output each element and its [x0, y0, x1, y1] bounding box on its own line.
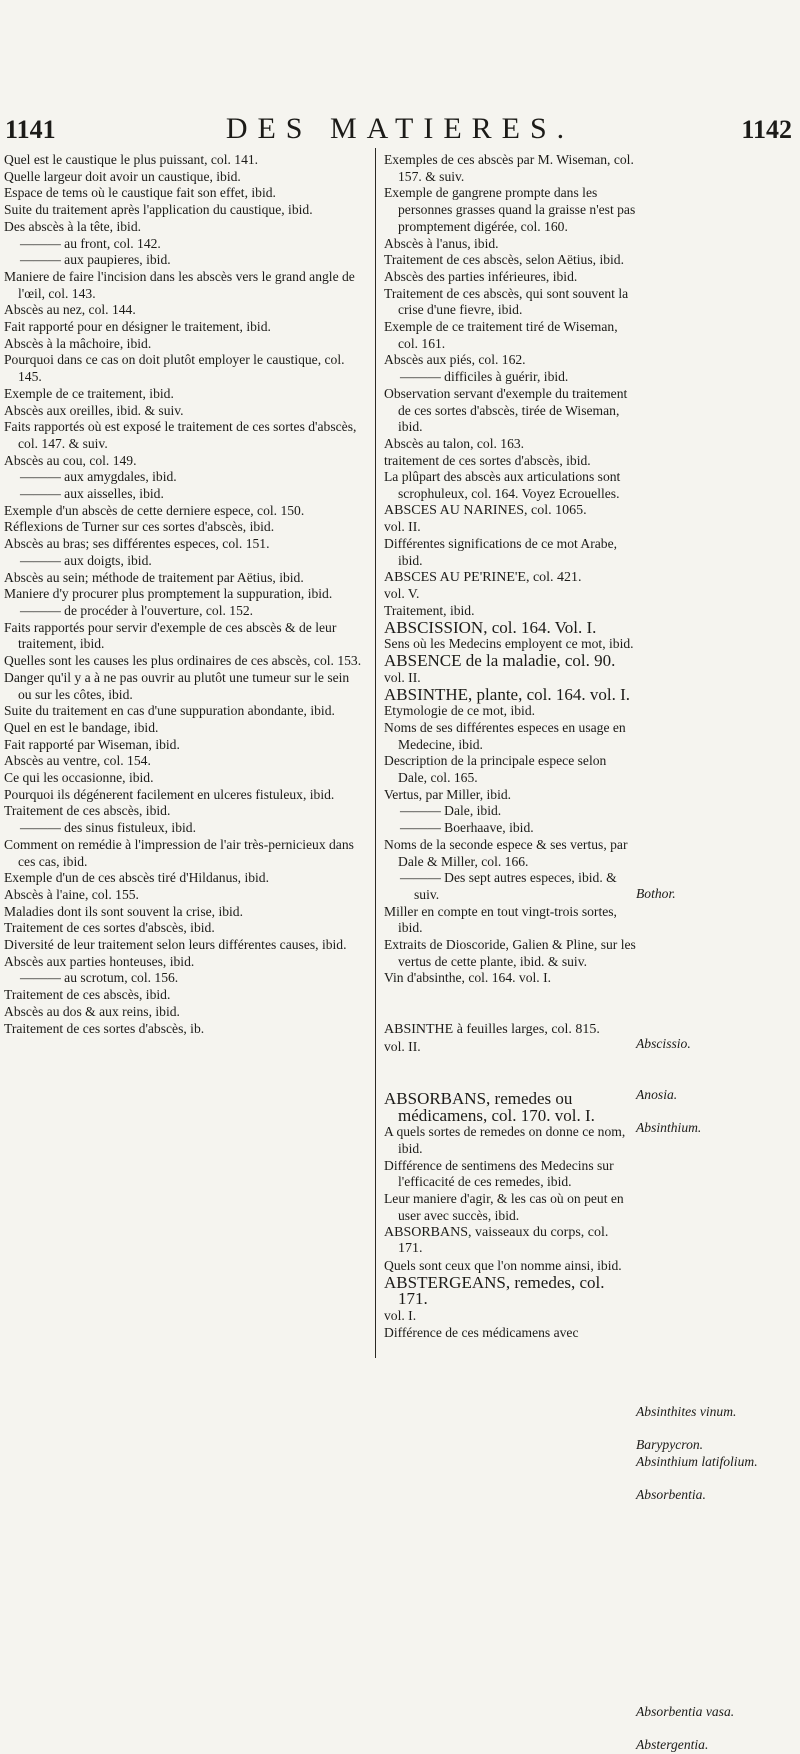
- index-entry: Suite du traitement après l'application du caustique, ibid.: [4, 202, 313, 218]
- index-entry: Quels sont ceux que l'on nomme ainsi, ibid.: [384, 1257, 622, 1273]
- margin-note: Absinthites vinum.: [636, 1403, 737, 1419]
- margin-blank: [636, 586, 796, 603]
- margin-blank: [636, 1070, 796, 1087]
- margin-blank: [636, 519, 796, 536]
- index-subentry: ——— Dale, ibid.: [400, 803, 502, 819]
- index-subentry: ——— difficiles à guérir, ibid.: [400, 369, 569, 385]
- index-heading: ABSORBANS, vaisseaux du corps, col. 171.: [384, 1224, 609, 1257]
- index-entry: Quel est le caustique le plus puissant, col. 141.: [4, 152, 259, 167]
- index-entry: A quels sortes de remedes on donne ce nom, ibid.: [384, 1124, 626, 1157]
- index-entry: Exemple de ce traitement tiré de Wiseman, col. 161.: [384, 319, 618, 351]
- index-entry: Traitement, ibid.: [384, 602, 475, 618]
- margin-blank: [636, 1604, 796, 1621]
- margin-blank: [636, 1287, 796, 1304]
- margin-blank: [636, 352, 796, 369]
- margin-blank: [636, 1203, 796, 1220]
- margin-blank: [636, 1587, 796, 1604]
- index-entry: Sens où les Medecins employent ce mot, ibid.: [384, 636, 634, 652]
- right-column: [384, 152, 636, 1341]
- index-entry: Exemples de ces abscès par M. Wiseman, col. 157. & suiv.: [384, 152, 634, 184]
- spacer: [384, 1069, 636, 1077]
- index-entry: Exemple d'un abscès de cette derniere espece, col. 150.: [4, 502, 305, 518]
- margin-note: Abstergentia.: [636, 1737, 709, 1753]
- index-subentry: ——— aux doigts, ibid.: [20, 552, 152, 568]
- margin-blank: [636, 252, 796, 269]
- margin-blank: [636, 1003, 796, 1020]
- index-entry: Abscès aux parties honteuses, ibid.: [4, 953, 195, 969]
- margin-blank: [636, 1253, 796, 1270]
- left-column: [4, 152, 366, 1037]
- index-entry: traitement de ces sortes d'abscès, ibid.: [384, 452, 591, 468]
- margin-blank: [636, 152, 796, 169]
- index-entry: Vertus, par Miller, ibid.: [384, 786, 512, 802]
- index-entry: Traitement de ces abscès, selon Aëtius, ibid.: [384, 252, 624, 268]
- margin-blank: [636, 369, 796, 386]
- index-entry: Miller en compte en tout vingt-trois sortes, ibid.: [384, 903, 617, 936]
- margin-blank: [636, 986, 796, 1003]
- margin-blank: [636, 1237, 796, 1254]
- margin-blank: [636, 269, 796, 286]
- index-subentry: ——— au scrotum, col. 156.: [20, 970, 179, 986]
- margin-blank: [636, 1570, 796, 1587]
- index-entry: Traitement de ces abscès, ibid.: [4, 987, 171, 1003]
- margin-blank: [636, 169, 796, 186]
- margin-blank: [636, 1354, 796, 1371]
- index-entry: Extraits de Dioscoride, Galien & Pline, sur les vertus de cette plante, ibid. & suiv.: [384, 937, 636, 969]
- margin-blank: [636, 836, 796, 853]
- margin-blank: [636, 336, 796, 353]
- column-divider: [375, 148, 376, 1358]
- margin-blank: [636, 1520, 796, 1537]
- margin-blank: [636, 686, 796, 703]
- margin-note: Absorbentia vasa.: [636, 1703, 735, 1719]
- index-heading: ABSORBANS, remedes ou médicamens, col. 170. vol. I.: [384, 1088, 595, 1125]
- index-entry: Ce qui les occasionne, ibid.: [4, 770, 154, 786]
- index-entry: vol. II.: [384, 1039, 421, 1055]
- margin-blank: [636, 853, 796, 870]
- index-entry: Noms de la seconde espece & ses vertus, par Dale & Miller, col. 166.: [384, 836, 628, 869]
- margin-blank: [636, 469, 796, 486]
- index-heading: ABSCES AU PE'RINE'E, col. 421.: [384, 569, 582, 585]
- index-entry: Traitement de ces sortes d'abscès, ibid.: [4, 920, 215, 936]
- index-subentry: ——— aux paupieres, ibid.: [20, 252, 171, 268]
- margin-blank: [636, 452, 796, 469]
- index-entry: Quelle largeur doit avoir un caustique, ibid.: [4, 168, 241, 184]
- margin-blank: [636, 653, 796, 670]
- index-entry: Pourquoi ils dégénerent facilement en ulceres fistuleux, ibid.: [4, 786, 335, 802]
- margin-blank: [636, 953, 796, 970]
- page-number-right: 1142: [741, 115, 792, 144]
- margin-blank: [636, 719, 796, 736]
- index-entry: Abscès au sein; méthode de traitement par Aëtius, ibid.: [4, 569, 304, 585]
- index-subentry: ——— de procéder à l'ouverture, col. 152.: [20, 602, 254, 618]
- margin-blank: [636, 1103, 796, 1120]
- margin-blank: [636, 936, 796, 953]
- index-entry: vol. II.: [384, 519, 421, 535]
- index-subentry: ——— Des sept autres especes, ibid. & suiv.: [400, 870, 617, 902]
- index-entry: Abscès aux piés, col. 162.: [384, 352, 526, 368]
- index-entry: vol. V.: [384, 586, 420, 602]
- page-title: DES MATIERES.: [225, 112, 575, 145]
- index-entry: Abscès au dos & aux reins, ibid.: [4, 1003, 180, 1019]
- index-subentry: ——— des sinus fistuleux, ibid.: [20, 820, 196, 836]
- index-entry: Espace de tems où le caustique fait son effet, ibid.: [4, 185, 276, 201]
- index-entry: Etymologie de ce mot, ibid.: [384, 703, 536, 719]
- margin-blank: [636, 1020, 796, 1037]
- margin-blank: [636, 1053, 796, 1070]
- margin-blank: [636, 786, 796, 803]
- index-heading: ABSTERGEANS, remedes, col. 171.: [384, 1272, 605, 1309]
- index-entry: Fait rapporté par Wiseman, ibid.: [4, 736, 180, 752]
- margin-blank: [636, 1470, 796, 1487]
- margin-blank: [636, 1537, 796, 1554]
- margin-blank: [636, 419, 796, 436]
- margin-blank: [636, 820, 796, 837]
- margin-blank: [636, 920, 796, 937]
- margin-blank: [636, 553, 796, 570]
- index-subentry: ——— Boerhaave, ibid.: [400, 820, 534, 836]
- margin-blank: [636, 1654, 796, 1671]
- margin-note: Absinthium.: [636, 1119, 702, 1135]
- index-entry: Leur maniere d'agir, & les cas où on peut en user avec succès, ibid.: [384, 1191, 624, 1223]
- index-entry: Observation servant d'exemple du traitement de ces sortes d'abscès, tirée de Wiseman, ibid.: [384, 385, 628, 435]
- margin-blank: [636, 436, 796, 453]
- margin-blank: [636, 1621, 796, 1638]
- index-entry: Abscès à la mâchoire, ibid.: [4, 335, 152, 351]
- margin-blank: [636, 402, 796, 419]
- margin-blank: [636, 753, 796, 770]
- margin-blank: [636, 1420, 796, 1437]
- index-entry: Faits rapportés où est exposé le traitement de ces sortes d'abscès, col. 147. & suiv.: [4, 419, 357, 451]
- index-entry: Diversité de leur traitement selon leurs différentes causes, ibid.: [4, 937, 347, 953]
- margin-blank: [636, 636, 796, 653]
- index-entry: vol. I.: [384, 1308, 417, 1324]
- index-entry: Abscès au bras; ses différentes especes, col. 151.: [4, 536, 270, 552]
- margin-blank: [636, 1387, 796, 1404]
- index-entry: Quelles sont les causes les plus ordinaires de ces abscès, col. 153.: [4, 653, 362, 669]
- margin-blank: [636, 202, 796, 219]
- margin-blank: [636, 1153, 796, 1170]
- index-subentry: ——— au front, col. 142.: [20, 235, 161, 251]
- margin-blank: [636, 319, 796, 336]
- margin-blank: [636, 669, 796, 686]
- margin-blank: [636, 1270, 796, 1287]
- index-entry: Abscès au ventre, col. 154.: [4, 753, 151, 769]
- margin-note: Absinthium latifolium.: [636, 1453, 758, 1469]
- index-entry: Différence de ces médicamens avec: [384, 1324, 579, 1340]
- index-entry: Faits rapportés pour servir d'exemple de ces abscès & de leur traitement, ibid.: [4, 619, 337, 652]
- margin-blank: [636, 1721, 796, 1738]
- index-entry: Abscès aux oreilles, ibid. & suiv.: [4, 402, 184, 418]
- margin-blank: [636, 870, 796, 887]
- margin-blank: [636, 286, 796, 303]
- index-entry: Réflexions de Turner sur ces sortes d'abscès, ibid.: [4, 519, 275, 535]
- margin-blank: [636, 769, 796, 786]
- index-entry: Maniere d'y procurer plus promptement la suppuration, ibid.: [4, 586, 333, 602]
- margin-note: Bothor.: [636, 886, 676, 902]
- margin-blank: [636, 619, 796, 636]
- index-heading: ABSENCE de la maladie, col. 90.: [384, 651, 616, 671]
- index-heading: ABSINTHE, plante, col. 164. vol. I.: [384, 684, 630, 704]
- index-entry: Vin d'absinthe, col. 164. vol. I.: [384, 970, 552, 986]
- margin-blank: [636, 1320, 796, 1337]
- margin-blank: [636, 603, 796, 620]
- margin-blank: [636, 569, 796, 586]
- index-entry: Différence de sentimens des Medecins sur l'efficacité de ces remedes, ibid.: [384, 1157, 614, 1190]
- spacer: [384, 1001, 636, 1009]
- margin-blank: [636, 736, 796, 753]
- margin-blank: [636, 1337, 796, 1354]
- index-entry: Abscès au talon, col. 163.: [384, 435, 525, 451]
- index-heading: ABSCISSION, col. 164. Vol. I.: [384, 617, 597, 637]
- index-entry: vol. II.: [384, 669, 421, 685]
- index-entry: Différentes significations de ce mot Arabe, ibid.: [384, 536, 618, 568]
- index-entry: La plûpart des abscès aux articulations sont scrophuleux, col. 164. Voyez Ecrouelles.: [384, 469, 621, 502]
- margin-blank: [636, 1137, 796, 1154]
- margin-blank: [636, 703, 796, 720]
- margin-blank: [636, 386, 796, 403]
- index-entry: Traitement de ces abscès, ibid.: [4, 803, 171, 819]
- index-entry: Noms de ses différentes especes en usage en Medecine, ibid.: [384, 719, 626, 752]
- index-subentry: ——— aux aisselles, ibid.: [20, 486, 164, 502]
- margin-blank: [636, 235, 796, 252]
- margin-blank: [636, 1187, 796, 1204]
- index-entry: Description de la principale espece selon Dale, col. 165.: [384, 753, 607, 786]
- margin-blank: [636, 803, 796, 820]
- index-entry: Danger qu'il y a à ne pas ouvrir au plutôt une tumeur sur le sein ou sur les côtes, ibid.: [4, 669, 350, 702]
- margin-blank: [636, 536, 796, 553]
- index-entry: Maniere de faire l'incision dans les abscès vers le grand angle de l'œil, col. 143.: [4, 268, 355, 301]
- index-entry: Suite du traitement en cas d'une suppuration abondante, ibid.: [4, 703, 335, 719]
- margin-blank: [636, 1671, 796, 1688]
- margin-blank: [636, 1370, 796, 1387]
- index-entry: Maladies dont ils sont souvent la crise, ibid.: [4, 903, 243, 919]
- index-entry: Des abscès à la tête, ibid.: [4, 218, 142, 234]
- margin-notes: [636, 152, 796, 1754]
- index-entry: Pourquoi dans ce cas on doit plutôt employer le caustique, col. 145.: [4, 352, 345, 385]
- index-entry: Traitement de ces sortes d'abscès, ib.: [4, 1020, 205, 1036]
- margin-blank: [636, 1637, 796, 1654]
- page-number-left: 1141: [5, 115, 56, 144]
- index-entry: Exemple d'un de ces abscès tiré d'Hildanus, ibid.: [4, 870, 269, 886]
- margin-note: Abscissio.: [636, 1036, 691, 1052]
- index-entry: Abscès des parties inférieures, ibid.: [384, 268, 578, 284]
- index-entry: Exemple de gangrene prompte dans les personnes grasses quand la graisse n'est pas promptement digérée, col. 160.: [384, 185, 636, 234]
- margin-blank: [636, 302, 796, 319]
- margin-blank: [636, 970, 796, 987]
- index-entry: Abscès à l'anus, ibid.: [384, 235, 499, 251]
- margin-note: Anosia.: [636, 1086, 678, 1102]
- margin-blank: [636, 903, 796, 920]
- margin-blank: [636, 1220, 796, 1237]
- index-entry: Abscès au cou, col. 149.: [4, 452, 137, 468]
- margin-blank: [636, 486, 796, 503]
- margin-blank: [636, 219, 796, 236]
- index-entry: Traitement de ces abscès, qui sont souvent la crise d'une fievre, ibid.: [384, 285, 629, 318]
- margin-blank: [636, 502, 796, 519]
- margin-note: Absorbentia.: [636, 1487, 706, 1502]
- index-heading: ABSINTHE à feuilles larges, col. 815.: [384, 1022, 600, 1038]
- index-entry: Fait rapporté pour en désigner le traitement, ibid.: [4, 319, 271, 335]
- margin-blank: [636, 185, 796, 202]
- margin-blank: [636, 1687, 796, 1704]
- margin-blank: [636, 1504, 796, 1521]
- margin-blank: [636, 1170, 796, 1187]
- margin-blank: [636, 1554, 796, 1571]
- index-entry: Comment on remédie à l'impression de l'air très-pernicieux dans ces cas, ibid.: [4, 836, 354, 869]
- index-heading: ABSCES AU NARINES, col. 1065.: [384, 502, 587, 518]
- margin-note: Barypycron.: [636, 1436, 704, 1452]
- index-subentry: ——— aux amygdales, ibid.: [20, 469, 177, 485]
- margin-blank: [636, 1303, 796, 1320]
- index-entry: Abscès à l'aine, col. 155.: [4, 886, 139, 902]
- index-entry: Exemple de ce traitement, ibid.: [4, 385, 174, 401]
- index-entry: Abscès au nez, col. 144.: [4, 302, 136, 318]
- index-entry: Quel en est le bandage, ibid.: [4, 719, 159, 735]
